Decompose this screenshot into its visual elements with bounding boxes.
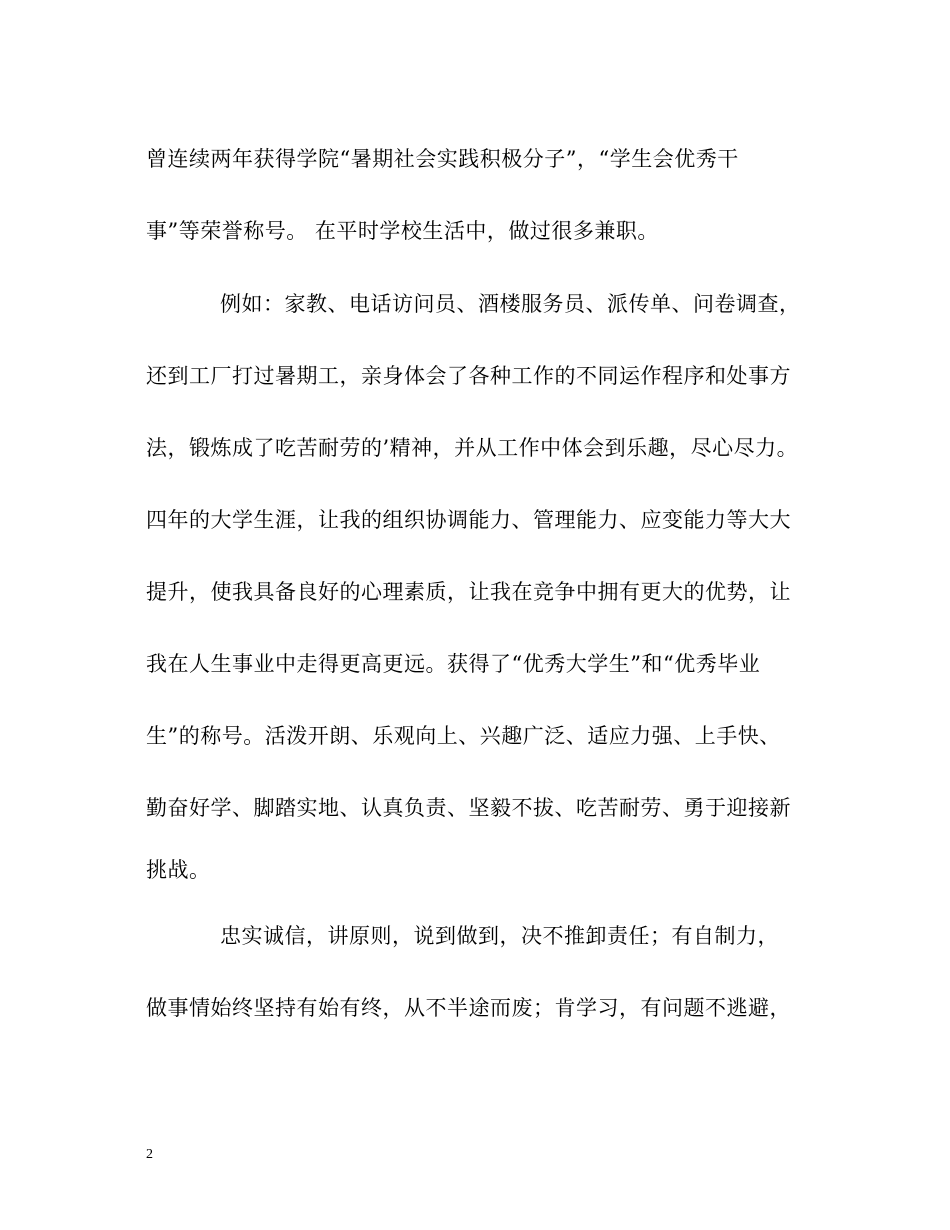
text-line: 生”的称号。活泼开朗、乐观向上、兴趣广泛、适应力强、上手快、: [146, 724, 781, 748]
text-line: 挑战。: [146, 858, 211, 882]
text-line: 还到工厂打过暑期工，亲身体会了各种工作的不同运作程序和处事方: [146, 364, 791, 388]
text-line: 四年的大学生涯，让我的组织协调能力、管理能力、应变能力等大大: [146, 508, 791, 532]
paragraph-start-line: 忠实诚信，讲原则，说到做到，决不推卸责任；有自制力，: [220, 924, 779, 948]
text-line: 法，锻炼成了吃苦耐劳的’精神，并从工作中体会到乐趣，尽心尽力。: [146, 436, 799, 460]
text-line: 我在人生事业中走得更高更远。获得了“优秀大学生”和“优秀毕业: [146, 652, 761, 676]
text-line: 曾连续两年获得学院“暑期社会实践积极分子”，“学生会优秀干: [146, 147, 739, 171]
text-line: 提升，使我具备良好的心理素质，让我在竞争中拥有更大的优势，让: [146, 580, 791, 604]
text-line: 做事情始终坚持有始有终，从不半途而废；肯学习，有问题不逃避，: [146, 996, 791, 1020]
text-line: 勤奋好学、脚踏实地、认真负责、坚毅不拔、吃苦耐劳、勇于迎接新: [146, 796, 791, 820]
paragraph-start-line: 例如：家教、电话访问员、酒楼服务员、派传单、问卷调查，: [220, 292, 801, 316]
text-line: 事”等荣誉称号。 在平时学校生活中，做过很多兼职。: [146, 219, 659, 243]
page-number: 2: [146, 1147, 153, 1162]
